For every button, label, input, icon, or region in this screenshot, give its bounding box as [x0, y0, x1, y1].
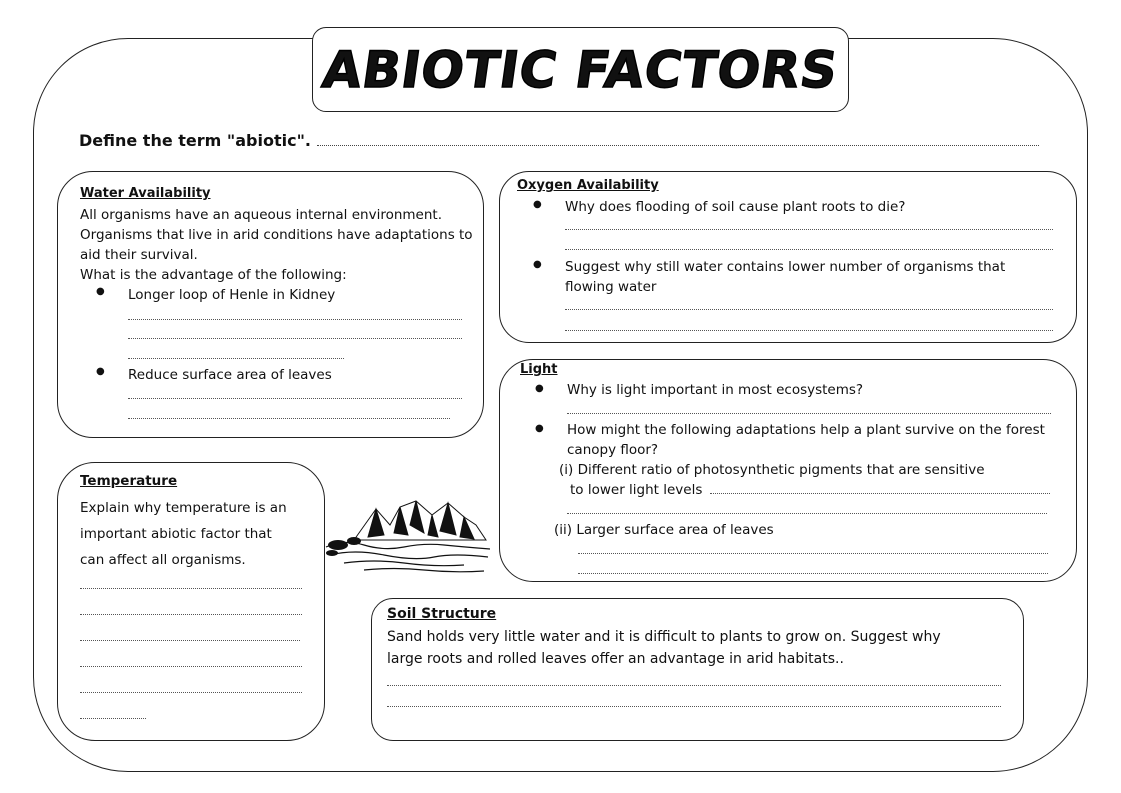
- answer-line[interactable]: [128, 398, 462, 399]
- light-item-i-b: to lower light levels: [570, 482, 703, 498]
- light-heading: Light: [520, 362, 558, 377]
- answer-line[interactable]: [387, 706, 1001, 707]
- answer-line[interactable]: [80, 718, 146, 719]
- answer-line[interactable]: [710, 493, 1050, 494]
- answer-line[interactable]: [567, 413, 1051, 414]
- answer-line[interactable]: [387, 685, 1001, 686]
- define-answer-line[interactable]: [317, 144, 1039, 146]
- water-heading: Water Availability: [80, 186, 211, 201]
- page-title: ABIOTIC FACTORS: [319, 40, 842, 99]
- mountains-illustration: [324, 495, 492, 573]
- bullet-icon: ●: [533, 199, 542, 210]
- answer-line[interactable]: [80, 640, 300, 641]
- water-question: What is the advantage of the following:: [80, 267, 347, 283]
- temperature-box: [57, 462, 325, 741]
- answer-line[interactable]: [80, 666, 302, 667]
- answer-line[interactable]: [128, 319, 462, 320]
- soil-heading: Soil Structure: [387, 606, 497, 622]
- water-bullet-1: Longer loop of Henle in Kidney: [128, 287, 336, 303]
- answer-line[interactable]: [565, 309, 1053, 310]
- light-item-ii: (ii) Larger surface area of leaves: [554, 522, 774, 538]
- oxygen-heading: Oxygen Availability: [517, 178, 659, 193]
- water-intro-3: aid their survival.: [80, 247, 198, 263]
- soil-structure-box: [371, 598, 1024, 741]
- bullet-icon: ●: [535, 383, 544, 394]
- answer-line[interactable]: [80, 588, 302, 589]
- oxygen-question-2b: flowing water: [565, 279, 657, 295]
- oxygen-question-1: Why does flooding of soil cause plant roots to die?: [565, 199, 906, 215]
- answer-line[interactable]: [565, 249, 1053, 250]
- temperature-line-3: can affect all organisms.: [80, 552, 246, 568]
- light-question-2a: How might the following adaptations help a plant survive on the forest: [567, 422, 1045, 438]
- define-label: Define the term "abiotic".: [79, 131, 311, 150]
- answer-line[interactable]: [565, 229, 1053, 230]
- temperature-line-1: Explain why temperature is an: [80, 500, 287, 516]
- answer-line[interactable]: [578, 573, 1048, 574]
- water-bullet-2: Reduce surface area of leaves: [128, 367, 332, 383]
- soil-line-2: large roots and rolled leaves offer an advantage in arid habitats..: [387, 651, 844, 667]
- answer-line[interactable]: [128, 358, 344, 359]
- water-availability-box: [57, 171, 484, 438]
- title-box: [312, 27, 849, 112]
- light-question-1: Why is light important in most ecosystems?: [567, 382, 864, 398]
- temperature-line-2: important abiotic factor that: [80, 526, 272, 542]
- water-intro-1: All organisms have an aqueous internal environment.: [80, 207, 442, 223]
- light-box: [499, 359, 1077, 582]
- answer-line[interactable]: [128, 418, 450, 419]
- bullet-icon: ●: [96, 286, 105, 297]
- answer-line[interactable]: [578, 553, 1048, 554]
- answer-line[interactable]: [128, 338, 462, 339]
- answer-line[interactable]: [80, 614, 302, 615]
- oxygen-question-2a: Suggest why still water contains lower number of organisms that: [565, 259, 1006, 275]
- oxygen-availability-box: [499, 171, 1077, 343]
- define-question: [79, 131, 1039, 150]
- water-intro-2: Organisms that live in arid conditions have adaptations to: [80, 227, 473, 243]
- bullet-icon: ●: [96, 366, 105, 377]
- answer-line[interactable]: [565, 330, 1053, 331]
- light-question-2b: canopy floor?: [567, 442, 659, 458]
- temperature-heading: Temperature: [80, 473, 178, 489]
- light-item-i-a: (i) Different ratio of photosynthetic pigments that are sensitive: [559, 462, 985, 478]
- answer-line[interactable]: [567, 513, 1047, 514]
- bullet-icon: ●: [533, 259, 542, 270]
- answer-line[interactable]: [80, 692, 302, 693]
- soil-line-1: Sand holds very little water and it is difficult to plants to grow on. Suggest why: [387, 629, 941, 645]
- bullet-icon: ●: [535, 423, 544, 434]
